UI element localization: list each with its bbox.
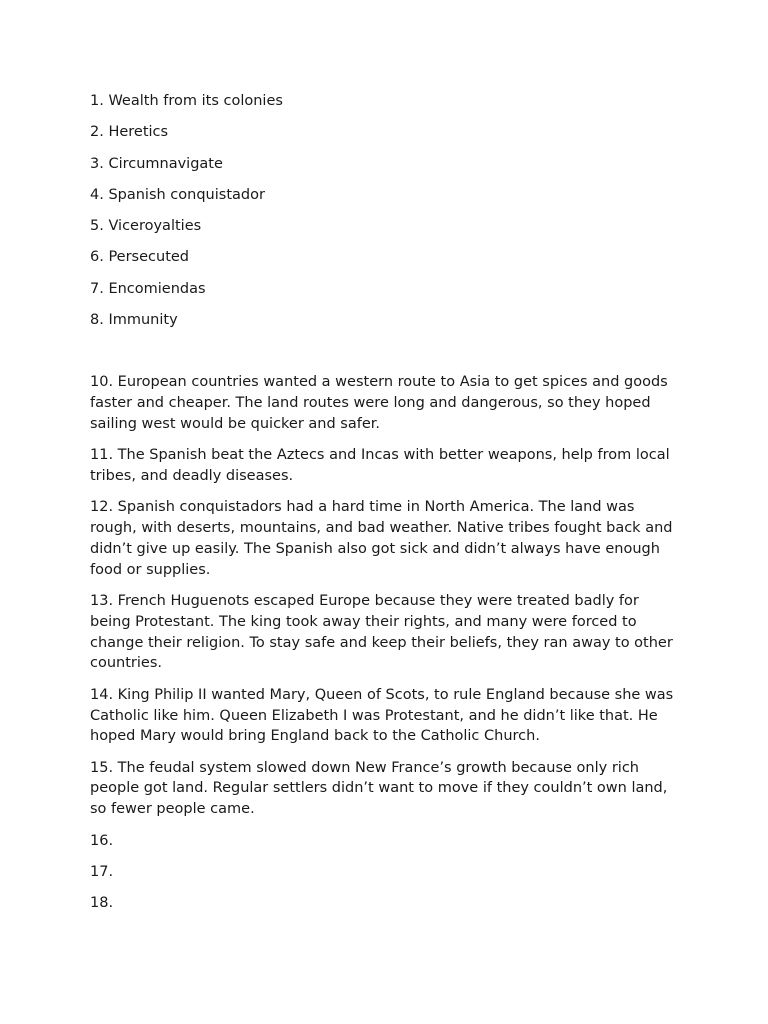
answer-6: 6. Persecuted (90, 249, 190, 266)
answer-12: 12. Spanish conquistadors had a hard time in North America. The land was rough, with deserts, mountains, and bad weather. Native tribes fought back and didn’t give up easily. The Spanish also got sick and didn’t always have enough food or supplies. (90, 499, 673, 578)
document-page (90, 91, 680, 924)
answer-16: 16. (90, 832, 114, 849)
answer-18: 18. (90, 895, 114, 912)
answer-8: 8. Immunity (90, 312, 178, 329)
blank-spacer (90, 341, 680, 372)
answer-15: 15. The feudal system slowed down New France’s growth because only rich people got land. Regular settlers didn’t want to move if they couldn’t own land, so fewer people came. (90, 759, 668, 818)
answer-5: 5. Viceroyalties (90, 218, 202, 235)
answer-10: 10. European countries wanted a western route to Asia to get spices and goods faster and cheaper. The land routes were long and dangerous, so they hoped sailing west would be quicker and safer. (90, 374, 668, 432)
answer-11: 11. The Spanish beat the Aztecs and Incas with better weapons, help from local tribes, and deadly diseases. (90, 447, 670, 485)
answer-17: 17. (90, 863, 114, 880)
answer-4: 4. Spanish conquistador (90, 186, 265, 203)
answer-14: 14. King Philip II wanted Mary, Queen of Scots, to rule England because she was Catholic like him. Queen Elizabeth I was Protestant, and he didn’t like that. He hoped Mary would bring England back to the Catholic Church. (90, 686, 674, 745)
answer-1: 1. Wealth from its colonies (90, 93, 283, 109)
answer-13: 13. French Huguenots escaped Europe because they were treated badly for being Protestant. The king took away their rights, and many were forced to change their religion. To stay safe and keep their beliefs, they ran away to other countries. (90, 593, 673, 672)
answer-2: 2. Heretics (90, 124, 169, 141)
answer-3: 3. Circumnavigate (90, 155, 223, 172)
answer-7: 7. Encomiendas (90, 280, 206, 297)
